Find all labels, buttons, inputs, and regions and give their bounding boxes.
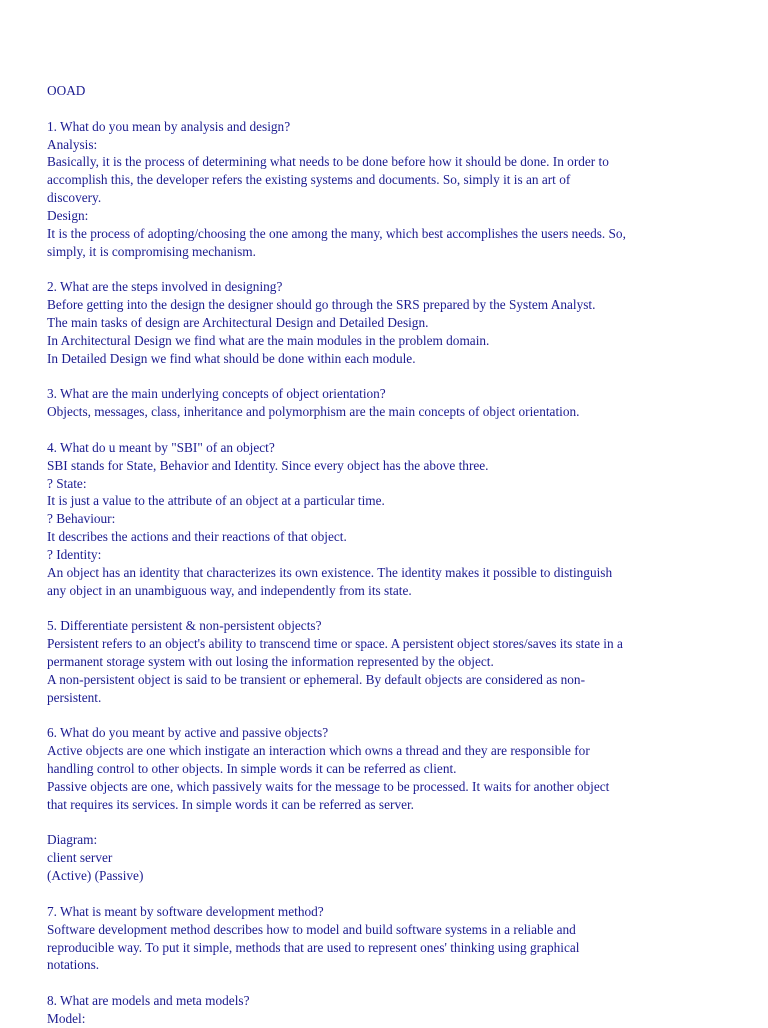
section-text-line: ? Behaviour: <box>47 511 116 527</box>
section-text-line: In Architectural Design we find what are the main modules in the problem domain. <box>47 332 490 348</box>
paragraph-gap <box>47 368 737 386</box>
document-section <box>47 724 737 813</box>
section-text-line: client server <box>47 850 113 866</box>
section-text-line: Persistent refers to an object's ability to transcend time or space. A persistent object stores/saves its state in a <box>47 636 623 652</box>
section-heading: 8. What are models and meta models? <box>47 993 250 1009</box>
paragraph-gap <box>47 974 737 992</box>
section-heading: 4. What do u meant by "SBI" of an object? <box>47 439 275 455</box>
section-text-line: SBI stands for State, Behavior and Identity. Since every object has the above three. <box>47 457 489 473</box>
section-text-line: Objects, messages, class, inheritance and polymorphism are the main concepts of object orientation. <box>47 404 580 420</box>
section-text-line: ? State: <box>47 475 87 491</box>
section-text-line: any object in an unambiguous way, and independently from its state. <box>47 582 412 598</box>
section-text-line: Before getting into the design the designer should go through the SRS prepared by the System Analyst. <box>47 297 596 313</box>
paragraph-gap <box>47 599 737 617</box>
document-body <box>47 118 737 1028</box>
document-section <box>47 385 737 421</box>
paragraph-gap <box>47 814 737 832</box>
section-text-line: It describes the actions and their reactions of that object. <box>47 529 347 545</box>
section-text-line: that requires its services. In simple words it can be referred as server. <box>47 796 415 812</box>
paragraph-gap <box>47 421 737 439</box>
document-title: OOAD <box>47 83 86 98</box>
section-text-line: Basically, it is the process of determining what needs to be done before how it should be done. In order to <box>47 154 609 170</box>
section-heading: 2. What are the steps involved in designing? <box>47 279 283 295</box>
section-text-line: Analysis: <box>47 136 98 152</box>
section-heading: 5. Differentiate persistent & non-persistent objects? <box>47 618 322 634</box>
section-heading: 1. What do you mean by analysis and design? <box>47 118 291 134</box>
section-heading: 3. What are the main underlying concepts of object orientation? <box>47 386 386 402</box>
section-text-line: In Detailed Design we find what should be done within each module. <box>47 350 416 366</box>
section-text-line: (Active) (Passive) <box>47 868 144 884</box>
section-text-line: Software development method describes how to model and build software systems in a reliable and <box>47 921 576 937</box>
section-text-line: persistent. <box>47 689 102 705</box>
document-page <box>47 82 737 1028</box>
document-section <box>47 617 737 706</box>
document-section <box>47 831 737 885</box>
section-text-line: Design: <box>47 207 89 223</box>
section-text-line: It is the process of adopting/choosing the one among the many, which best accomplishes the users needs. So, <box>47 225 626 241</box>
section-text-line: The main tasks of design are Architectural Design and Detailed Design. <box>47 314 429 330</box>
document-section <box>47 278 737 367</box>
paragraph-gap <box>47 100 737 118</box>
section-heading: 7. What is meant by software development method? <box>47 903 324 919</box>
document-section <box>47 439 737 600</box>
section-text-line: accomplish this, the developer refers the existing systems and documents. So, simply it is an art of <box>47 172 571 188</box>
section-text-line: simply, it is compromising mechanism. <box>47 243 256 259</box>
section-text-line: It is just a value to the attribute of an object at a particular time. <box>47 493 385 509</box>
paragraph-gap <box>47 260 737 278</box>
section-text-line: Model: <box>47 1010 86 1026</box>
document-section <box>47 903 737 974</box>
section-text-line: A non-persistent object is said to be transient or ephemeral. By default objects are considered as non- <box>47 671 585 687</box>
paragraph-gap <box>47 885 737 903</box>
paragraph-gap <box>47 707 737 725</box>
section-text-line: handling control to other objects. In simple words it can be referred as client. <box>47 761 457 777</box>
document-section <box>47 118 737 261</box>
section-text-line: discovery. <box>47 190 102 206</box>
section-heading: 6. What do you meant by active and passive objects? <box>47 725 329 741</box>
section-heading: Diagram: <box>47 832 98 848</box>
section-text-line: An object has an identity that characterizes its own existence. The identity makes it possible to distinguish <box>47 564 613 580</box>
section-text-line: Passive objects are one, which passively waits for the message to be processed. It waits for another object <box>47 778 610 794</box>
section-text-line: ? Identity: <box>47 546 102 562</box>
section-text-line: reproducible way. To put it simple, methods that are used to represent ones' thinking using graphical <box>47 939 580 955</box>
section-text-line: notations. <box>47 957 100 973</box>
section-text-line: Active objects are one which instigate an interaction which owns a thread and they are responsible for <box>47 743 590 759</box>
document-section <box>47 992 737 1028</box>
section-text-line: permanent storage system with out losing the information represented by the object. <box>47 654 494 669</box>
